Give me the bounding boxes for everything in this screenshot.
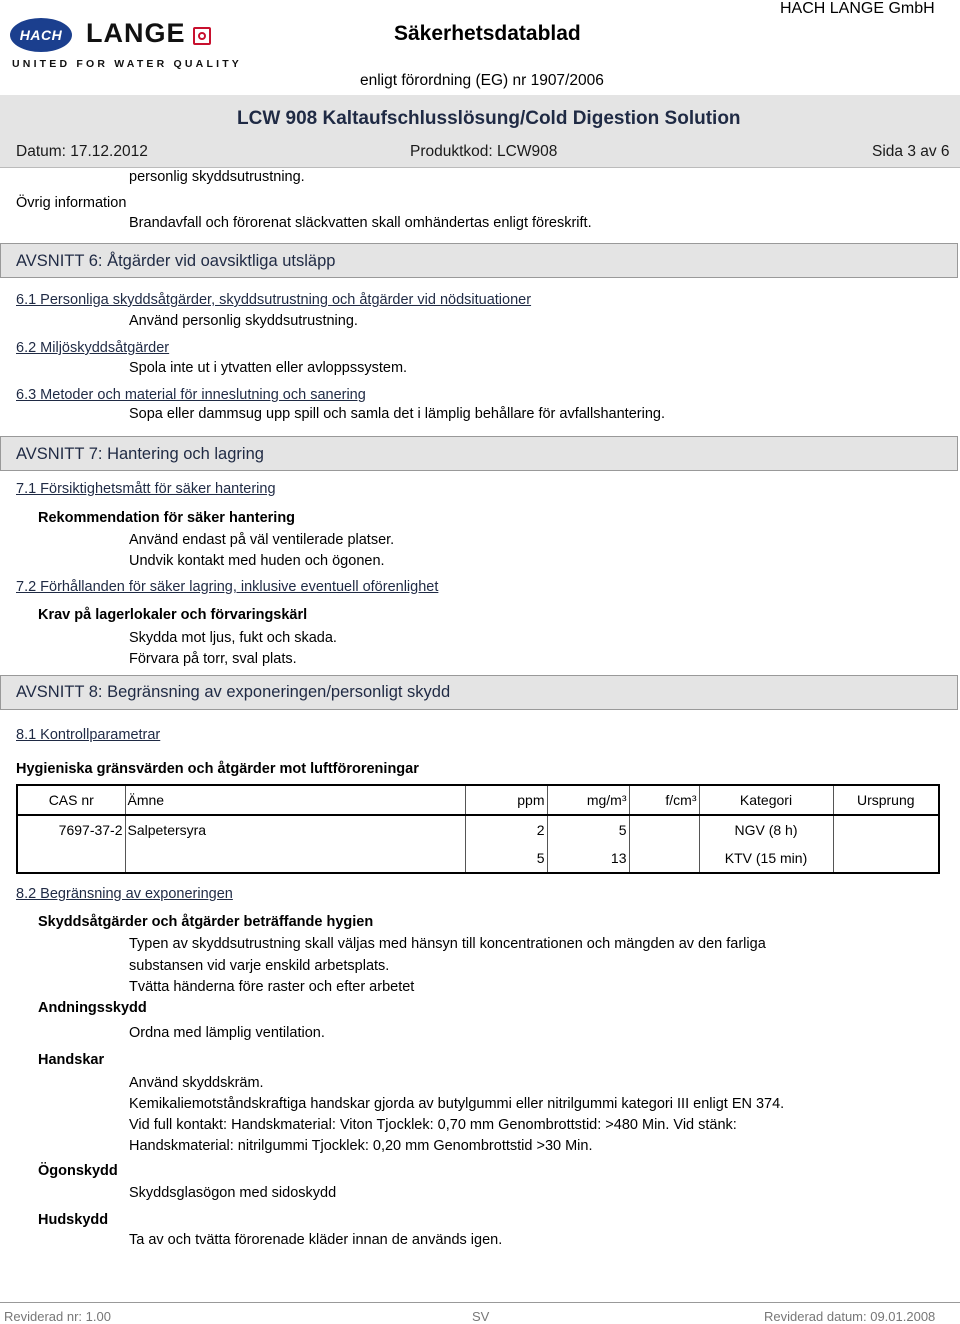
cell-cas	[17, 844, 125, 873]
column-header-category: Kategori	[699, 785, 833, 815]
subsection-8-1-title: 8.1 Kontrollparametrar	[16, 727, 161, 743]
column-header-cas: CAS nr	[17, 785, 125, 815]
company-name: HACH LANGE GmbH	[780, 0, 935, 17]
other-info-label: Övrig information	[16, 195, 127, 211]
continued-text: personlig skyddsutrustning.	[129, 169, 305, 185]
subsection-6-1-title: 6.1 Personliga skyddsåtgärder, skyddsutrustning och åtgärder vid nödsituationer	[16, 292, 532, 308]
safe-handling-line-1: Använd endast på väl ventilerade platser.	[129, 532, 395, 548]
subsection-6-3-title: 6.3 Metoder och material för inneslutning och sanering	[16, 387, 366, 403]
respiratory-protection-text: Ordna med lämplig ventilation.	[129, 1025, 325, 1041]
revision-date: Reviderad datum: 09.01.2008	[764, 1309, 936, 1324]
section-8-title: AVSNITT 8: Begränsning av exponeringen/personligt skydd	[16, 683, 451, 701]
cell-substance: Salpetersyra	[125, 815, 465, 844]
cell-origin	[833, 844, 939, 873]
cell-cas: 7697-37-2	[17, 815, 125, 844]
lange-logo-text: LANGE	[86, 18, 186, 48]
table-header-row	[17, 785, 939, 815]
cell-category: KTV (15 min)	[699, 844, 833, 873]
exposure-limits-label: Hygieniska gränsvärden och åtgärder mot luftföroreningar	[16, 761, 419, 777]
column-header-substance: Ämne	[125, 785, 465, 815]
hand-protection-line-1: Använd skyddskräm.	[129, 1075, 264, 1091]
hygiene-line-1: Typen av skyddsutrustning skall väljas med hänsyn till koncentrationen och mängden av den farliga	[129, 936, 766, 952]
hygiene-label: Skyddsåtgärder och åtgärder beträffande hygien	[38, 914, 374, 930]
hand-protection-line-4: Handskmaterial: nitrilgummi Tjocklek: 0,20 mm Genombrottstid >30 Min.	[129, 1138, 593, 1154]
storage-line-1: Skydda mot ljus, fukt och skada.	[129, 630, 337, 646]
cell-substance	[125, 844, 465, 873]
respiratory-protection-label: Andningsskydd	[38, 1000, 147, 1016]
cell-mgm3: 5	[547, 815, 629, 844]
column-header-ppm: ppm	[465, 785, 547, 815]
document-title: Säkerhetsdatablad	[394, 22, 581, 45]
hach-logo-mark	[10, 18, 72, 52]
safe-handling-line-2: Undvik kontakt med huden och ögonen.	[129, 553, 385, 569]
other-info-text: Brandavfall och förorenat släckvatten skall omhändertas enligt föreskrift.	[129, 215, 592, 231]
skin-protection-text: Ta av och tvätta förorenade kläder innan de används igen.	[129, 1232, 503, 1248]
document-date: Datum: 17.12.2012	[16, 143, 148, 160]
footer-divider	[0, 1302, 960, 1303]
eye-protection-label: Ögonskydd	[38, 1163, 118, 1179]
registered-mark-icon	[193, 27, 211, 45]
hand-protection-label: Handskar	[38, 1052, 105, 1068]
regulation-reference: enligt förordning (EG) nr 1907/2006	[360, 72, 604, 89]
product-name: LCW 908 Kaltaufschlusslösung/Cold Digestion Solution	[237, 108, 741, 129]
safe-handling-label: Rekommendation för säker hantering	[38, 510, 296, 526]
language-code: SV	[472, 1309, 490, 1324]
section-6-title: AVSNITT 6: Åtgärder vid oavsiktliga utsläpp	[16, 252, 336, 270]
hygiene-line-2: substansen vid varje enskild arbetsplats.	[129, 958, 390, 974]
subsection-6-2-text: Spola inte ut i ytvatten eller avloppssystem.	[129, 360, 408, 376]
subsection-6-2-title: 6.2 Miljöskyddsåtgärder	[16, 340, 170, 356]
cell-mgm3: 13	[547, 844, 629, 873]
section-7-title: AVSNITT 7: Hantering och lagring	[16, 445, 264, 463]
hand-protection-line-3: Vid full kontakt: Handskmaterial: Viton Tjocklek: 0,70 mm Genombrottstid: >480 Min. Vid stänk:	[129, 1117, 737, 1133]
cell-ppm: 2	[465, 815, 547, 844]
hygiene-line-3: Tvätta händerna före raster och efter arbetet	[129, 979, 415, 995]
company-tagline: UNITED FOR WATER QUALITY	[12, 58, 243, 70]
eye-protection-text: Skyddsglasögon med sidoskydd	[129, 1185, 337, 1201]
column-header-origin: Ursprung	[833, 785, 939, 815]
cell-category: NGV (8 h)	[699, 815, 833, 844]
storage-requirements-label: Krav på lagerlokaler och förvaringskärl	[38, 607, 308, 623]
storage-line-2: Förvara på torr, sval plats.	[129, 651, 297, 667]
revision-number: Reviderad nr: 1.00	[4, 1309, 111, 1324]
page-number: Sida 3 av 6	[872, 143, 950, 160]
table-row	[17, 815, 939, 844]
cell-fcm3	[629, 815, 699, 844]
column-header-fcm3: f/cm³	[629, 785, 699, 815]
subsection-6-1-text: Använd personlig skyddsutrustning.	[129, 313, 358, 329]
cell-fcm3	[629, 844, 699, 873]
subsection-7-1-title: 7.1 Försiktighetsmått för säker hantering	[16, 481, 276, 497]
subsection-8-2-title: 8.2 Begränsning av exponeringen	[16, 886, 233, 902]
skin-protection-label: Hudskydd	[38, 1212, 109, 1228]
column-header-mgm3: mg/m³	[547, 785, 629, 815]
hand-protection-line-2: Kemikaliemotståndskraftiga handskar gjorda av butylgummi eller nitrilgummi kategori III enligt EN 374.	[129, 1096, 785, 1112]
subsection-7-2-title: 7.2 Förhållanden för säker lagring, inklusive eventuell oförenlighet	[16, 579, 439, 595]
cell-origin	[833, 815, 939, 844]
subsection-6-3-text: Sopa eller dammsug upp spill och samla det i lämplig behållare för avfallshantering.	[129, 406, 665, 422]
cell-ppm: 5	[465, 844, 547, 873]
product-code: Produktkod: LCW908	[410, 143, 558, 160]
logo-mark-text: HACH	[19, 27, 63, 43]
exposure-limits-table	[16, 784, 940, 874]
table-row	[17, 844, 939, 873]
